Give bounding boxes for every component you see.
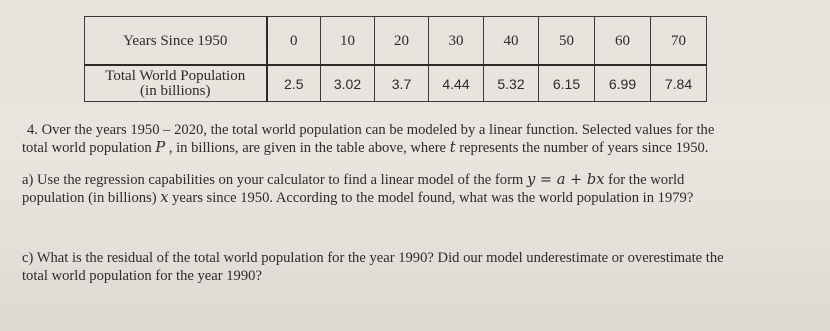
population-cell: 3.7 bbox=[375, 65, 429, 102]
years-cell: 20 bbox=[375, 17, 429, 66]
population-cell: 7.84 bbox=[651, 65, 707, 102]
population-header-line1: Total World Population bbox=[105, 67, 246, 84]
part-a-line1: a) Use the regression capabilities on your calculator to find a linear model of the form y = a + bx for the world bbox=[22, 171, 685, 188]
population-cell: 2.5 bbox=[267, 65, 321, 102]
population-cell: 3.02 bbox=[321, 65, 375, 102]
years-header: Years Since 1950 bbox=[85, 17, 267, 66]
question-4-line1: 4. Over the years 1950 – 2020, the total world population can be modeled by a linear function. Selected values for the bbox=[27, 122, 715, 138]
years-cell: 10 bbox=[321, 17, 375, 66]
years-cell: 30 bbox=[429, 17, 484, 66]
part-a-line2: population (in billions) x years since 1950. According to the model found, what was the world population in 1979? bbox=[22, 189, 694, 206]
part-c bbox=[22, 249, 812, 285]
part-c-line1: c) What is the residual of the total world population for the year 1990? Did our model underestimate or overestimate the bbox=[22, 250, 724, 266]
part-c-line2: total world population for the year 1990? bbox=[22, 268, 262, 284]
population-table bbox=[84, 16, 707, 102]
population-cell: 6.15 bbox=[539, 65, 595, 102]
years-cell: 40 bbox=[484, 17, 539, 66]
years-row bbox=[85, 17, 707, 66]
variable-x: x bbox=[160, 189, 169, 206]
linear-model-formula: y = a + bx bbox=[526, 171, 605, 188]
years-cell: 0 bbox=[267, 17, 321, 66]
population-header bbox=[85, 65, 267, 102]
population-row bbox=[85, 65, 707, 102]
variable-t: t bbox=[449, 139, 456, 156]
variable-p: P bbox=[155, 139, 166, 156]
population-cell: 4.44 bbox=[429, 65, 484, 102]
years-cell: 70 bbox=[651, 17, 707, 66]
years-cell: 60 bbox=[595, 17, 651, 66]
population-header-line2: (in billions) bbox=[140, 82, 211, 99]
question-4-line2: total world population P , in billions, are given in the table above, where t represents the number of years since 1950. bbox=[22, 139, 709, 156]
part-a bbox=[22, 171, 812, 207]
population-cell: 5.32 bbox=[484, 65, 539, 102]
population-cell: 6.99 bbox=[595, 65, 651, 102]
years-cell: 50 bbox=[539, 17, 595, 66]
question-4 bbox=[22, 121, 812, 157]
